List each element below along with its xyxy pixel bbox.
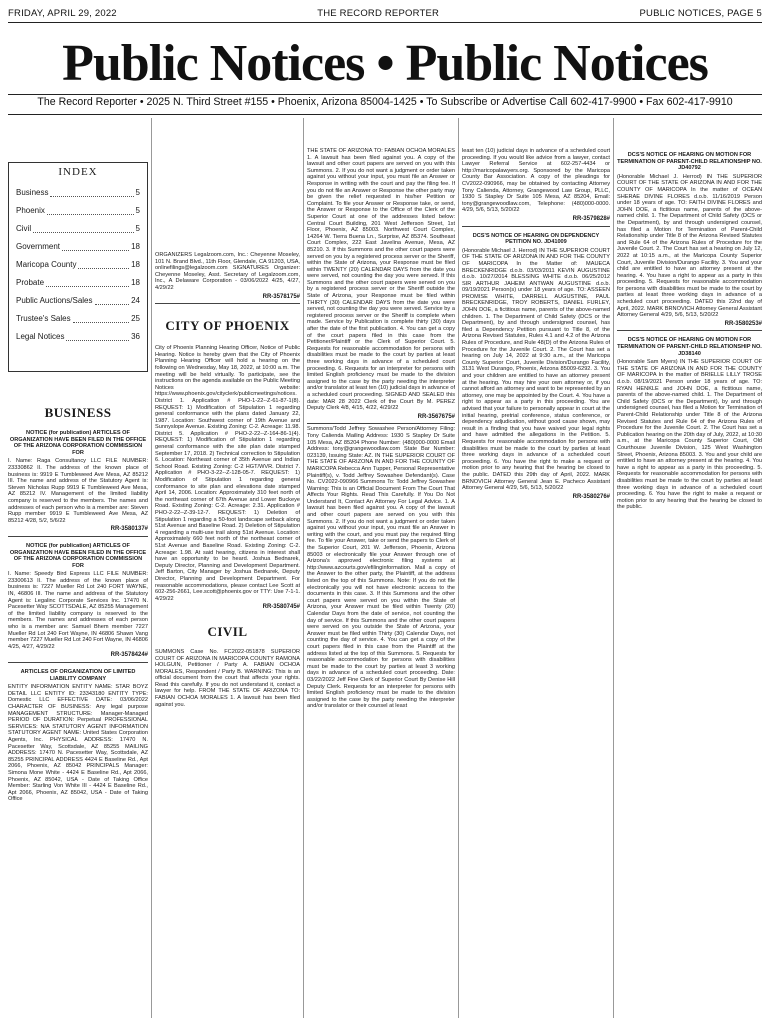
notice-tag: RR-3578175# — [262, 293, 300, 300]
index-leader-dots — [50, 184, 133, 197]
section-business: BUSINESS — [44, 405, 112, 420]
index-label: Government — [16, 241, 61, 251]
notice-title: DCS'S NOTICE OF HEARING ON DEPENDENCY PETITION NO. JD41009 — [472, 232, 600, 246]
column-divider — [303, 118, 304, 1018]
index-label: Business — [16, 187, 49, 197]
notice-body: Summons/Todd Jeffrey Sowashee Person/Attorney Filing: Tony Calienda Mailing Address: 1930 S Stapley Dr Suite 105 Mesa, AZ 85204 Phone Number: (480)000-0000 Email Address: tony@grangewoodlaw.com State Bar Number: 023139, Issuing State: AZ. IN THE SUPERIOR COURT OF THE STATE OF ARIZONA IN AND FOR THE COUNTY OF MARICOPA Rebecca Ann Tupper, Personal Representative Plaintiff(s), v. Todd Jeffrey Sowashee Defendant(s). Case No. CV2022-090966 Summons To: Todd Jeffrey Sowashee Warning: This is an Official Document From The Court That Affects Your Rights. Read This Carefully. If You Do Not Understand It, Contact An Attorney For Legal Advice. 1. A lawsuit has been filed against you. A copy of the lawsuit and other court papers are served on you with this Summons. 2. If you do not want a judgment or order taken against you without your input, you must file an Answer in writing with the court, and you must pay the required filing fee. To file your Answer, take or send the papers to Clerk of the Superior Court, 201 W. Jefferson, Phoenix, Arizona 85003 or electronically file your Answer through one of Arizona's approved electronic filing systems at http://www.azcourts.gov/efilinginformation. Mail a copy of the Answer to the other party, the Plaintiff, at the address listed on the top of this Summons. Note: If you do not file electronically you will not have electronic access to the documents in this case. 3. If this Summons and the other court papers were served on you within the State of Arizona, your Answer must be filed within Twenty (20) Calendar Days from the date of service, not counting the day of service. If this Summons and the other court papers were served on you outside the State of Arizona, your Answer must be filed within Thirty (30) Calendar Days, not counting the day of service. 4. You can get a copy of the court papers filed in this case from the Plaintiff at the address listed at the top of this Summons. 5. Requests for reasonable accommodation for persons with disabilities must be made to the court by parties at least 3 working days in advance of a scheduled court proceeding. Date: 03/22/2022 Jeff Fine Clerk of Superior Court By Denise Hill Deputy Clerk. Requests for an interpreter for persons with limited English proficiency must be made to the division assigned to the case by the party needing the interpreter and/or translator or their counsel at least — [307, 426, 455, 710]
index-leader-dots — [95, 292, 130, 305]
column-4 — [462, 118, 610, 1018]
index-label: Probate — [16, 277, 45, 287]
index-label: Phoenix — [16, 205, 45, 215]
notice-tag: RR-3580253# — [724, 320, 762, 327]
index-page-number: 5 — [135, 205, 140, 215]
column-2-spacer — [155, 118, 300, 252]
index-row — [16, 184, 140, 202]
notice-body: I. Name: Raga Consultancy LLC FILE NUMBER: 23330862 II. The address of the known place of business is: 9919 E Tumbleweed Ave Mesa, AZ 85212 III. The name and address of the Statutory Agent is: Steven Nicholas Rupp 9919 E Tumbleweed Ave Mesa, AZ 85212 IV. Management of the limited liability company is reserved to the members. The names and addresses of each person who is a member are: Steven Rupp member 9919 E Tumbleweed Ave Mesa, AZ 85212 4/28, 5/2, 5/6/22 — [8, 458, 148, 524]
index-page-number: 25 — [131, 313, 140, 323]
notice-tag: RR-3579828# — [572, 215, 610, 222]
notice-body: City of Phoenix Planning Hearing Officer, Notice of Public Hearing. Notice is hereby given that the City of Phoenix Planning Hearing Officer will hold a hearing on the following on Wednesday, May 18, 2022, at 10:00 a.m. The meeting will be held virtually. To participate, see the instructions on the agenda available on the Public Meeting Notices website: https://www.phoenix.gov/cityclerk/publicmeetings/notices. District 1. Application # PHO-1-22--Z-61-87-1(8). REQUEST: 1) Modification of Stipulation 1 regarding general conformance with the plans dated January 22, 1987. Location: Southwest corner of 19th Avenue and Sunnyslope Avenue. Existing Zoning: C-2. Acreage: 11.98. District 5. Application # PHO-2-22--Z-164-86-1(4). REQUEST: 1) Modification of Stipulation 1 regarding general conformance with the site plan date stamped September 17, 2018. 2) Technical correction to Stipulation 6. Location: Northeast corner of 35th Avenue and Indian School Road. Existing Zoning: C-2 HGT/WVR. District 7. Application # PHO-3-22--Z-128-05-7. REQUEST: 1) Modification of Stipulation 1 regarding general conformance to site plan and elevations date stamped April 14, 2006. Location: Approximately 310 feet north of the northeast corner of 67th Avenue and Lower Buckeye Road. Existing Zoning: C-2. Acreage: 2.31. Application # PHO-2-22--Z-39-12-7. REQUEST: 1) Deletion of Stipulation 1 regarding a 50-foot landscape setback along 51st Avenue and Baseline Road. 2) Deletion of Stipulation 4 regarding a multi-use trail along 51st Avenue. Location: Approximately 660 feet north of the northeast corner of 51st Avenue and Baseline Road. Existing Zoning: C-2. Acreage: 1.98. At said hearing, citizens in interest shall have an opportunity to be heard. Joshua Bednarek, Deputy Director, Planning and Development Department. Jeff Barton, City Manager by Joshua Bednarek, Deputy Director, Planning and Development Department. For reasonable accommodations, please contact Lee Scott at 602-256-2661, Lee.scott@phoenix.gov or TTY: Use 7-1-1. 4/29/22 — [155, 345, 300, 602]
notice-tag: RR-3578424# — [110, 652, 148, 659]
notice-divider — [8, 662, 148, 663]
column-divider — [458, 118, 459, 1018]
notice-body: (Honorable Michael J. Herrod) IN THE SUPERIOR COURT OF THE STATE OF ARIZONA IN AND FOR THE COUNTY OF MARICOPA In the Matter of: MAUECA BRECKENRIDGE d.o.b. 03/03/2011 KEVIN AUGUSTINE d.o.b. 10/27/2014 BLESSING WHITE d.o.b. 06/25/2012 SIR ARTHUR JAHEIM ANTWAN AUGUSTINE d.o.b. 09/19/2021 Person(s) under 18 years of age. TO: ASSEEN PROMISE WHITE, DARRELL AUGUSTINE, PAUL BRECKENRIDGE, TROY ROBERTS, DANIEL FURLEY, JOHN DOE, a fictitious name, parents of the above-named children. 1. The Department of Child Safety (DCS or the Department), by and through undersigned counsel, has filed a Dependency Petition pursuant to Title 8, of the Arizona Revised Statutes, Rules 4.1 and 4.2 of the Arizona Rules of Procedure, and Rule 48(D) of the Arizona Rules of Procedure for the Juvenile Court. 2. The Court has set a hearing on July 14, 2022 at 9:30 a.m., at the Maricopa County Superior Court, Juvenile Division/Durango Facility, 3131 West Durango, Phoenix, Arizona 85009-6292. 3. You and your children are entitled to have an attorney present at the hearing. You may hire your own attorney or, if you cannot afford an attorney and want to be represented by an attorney, one may be appointed by the Court. 4. You have a right to appear as a party in this proceeding. You are advised that your failure to personally appear in court at the initial hearing, pretrial conference, status conference, or dependency adjudication, without good cause shown, may result in a finding that you have waived your legal rights and have admitted the allegations in the Petition. 5. Requests for reasonable accommodation for persons with disabilities must be made to the court by parties at least three working days in advance of a scheduled court proceeding. 6. You have the right to make a request or motion prior to any hearing that the hearing be closed to the public. DATED this 29th day of April, 2022. MARK BRNOVICH Attorney General Jean E. Pacheco Assistant Attorney General 4/29, 5/6, 5/13, 5/20/22 — [462, 247, 610, 492]
header-rule — [8, 22, 762, 23]
column-2 — [155, 118, 300, 1018]
index-row — [16, 328, 140, 346]
notice-tag: RR-3580276# — [572, 493, 610, 500]
notice-body: I. Name: Speedy Bird Express LLC FILE NUMBER: 23300613 II. The address of the known place of business is: 7227 Mueller Rd Lot 240 FORT WAYNE, IN, 46806 III. The name and address of the Statutory Agent is: Legalinc Corporate Services Inc. 17470 N. Pacesetter Way SCOTTSDALE, AZ 85255 Management of the limited liability company is reserved to the members. The names and addresses of each person who is a member are: Samuel Bhem member 7227 Mueller Rd Lot 240 Fort Wayne, IN 46806 Shawn Vang member 7227 Mueller Rd Lot 240 Fort Wayne, IN 46806 4/25, 4/27, 4/29/22 — [8, 571, 148, 650]
notice-divider — [307, 423, 455, 424]
index-leader-dots — [33, 220, 133, 233]
index-label: Civil — [16, 223, 32, 233]
column-3-spacer — [307, 118, 455, 148]
notice-body: ORGANIZERS Legalzoom.com, Inc.: Cheyenne Moseley, 101 N. Brand Blvd., 11th Floor, Glendale, CA 91203, USA, onlinefilings@legalzoom.com SIGNATURES Organizer: Cheyenne Moseley, Asst. Secretary of Legalzoom.com, Inc., A Delaware Corporation - 03/06/2022 4/25, 4/27, 4/29/22 — [155, 252, 300, 291]
column-5 — [617, 118, 762, 1018]
column-divider — [613, 118, 614, 1018]
column-5-spacer — [617, 118, 762, 146]
notice-body: SUMMONS Case No. FC2022-051878 SUPERIOR COURT OF ARIZONA IN MARICOPA COUNTY RAMONA HOLGUIN, Petitioner / Party A. FABIAN OCHOA MORALES, Respondent / Party B. WARNING: This is an official document from the court that affects your rights. Read this carefully. If you do not understand it, contact a lawyer for help. FROM THE STATE OF ARIZONA TO: FABIAN OCHOA MORALES 1. A lawsuit has been filed against you. — [155, 648, 300, 708]
notice-tag: RR-3580137# — [110, 526, 148, 533]
index-label: Trustee's Sales — [16, 313, 71, 323]
notice-title: ARTICLES OF ORGANIZATION OF LIMITED LIABILITY COMPANY — [20, 669, 136, 682]
notice-title: DCS'S NOTICE OF HEARING ON MOTION FOR TERMINATION OF PARENT-CHILD RELATIONSHIP NO. JD38140 — [617, 337, 762, 357]
index-leader-dots — [66, 328, 129, 341]
notice-body: (Honorable Michael J. Herrod) IN THE SUPERIOR COURT OF THE STATE OF ARIZONA IN AND FOR THE COUNTY OF MARICOPA In the matter of OCEAN SHERAE DIVINE FLORES d.o.b. 11/16/2019 Person under 18 years of age. TO: FAITH DIVINE FLORES and JOHN DOE, a fictitious name, parents of the above-named child. 1. The Department of Child Safety (DCS or the Department), by and through undersigned counsel, has filed a Motion for Termination of Parent-Child Relationship under Title 8 of the Arizona Revised Statutes and Rule 64 of the Arizona Rules of Procedure for the Juvenile Court. 2. The Court has set a hearing on July 12, 2022 at 10:15 a.m., at the Maricopa County Superior Court, Juvenile Division/Durango Facility. 3. You and your child are entitled to have an attorney present at the hearing. 4. You have a right to appear as a party in this proceeding. 5. Requests for reasonable accommodation for persons with disabilities must be made to the court by parties at least three working days in advance of a scheduled court proceeding. DATED this 22nd day of April, 2022. MARK BRNOVICH Attorney General Assistant Attorney General 4/29, 5/6, 5/13, 5/20/22 — [617, 173, 762, 319]
index-box — [8, 162, 148, 372]
notice-tag: RR-3580745# — [262, 604, 300, 611]
index-page-number: 18 — [131, 259, 140, 269]
contact-bar: The Record Reporter • 2025 N. Third Street #155 • Phoenix, Arizona 85004-1425 • To Subscribe or Advertise Call 602-417-9900 • Fax 602-417-9910 — [37, 96, 733, 108]
notice-tag: RR-3567675# — [417, 413, 455, 420]
index-page-number: 36 — [131, 331, 140, 341]
index-leader-dots — [47, 202, 134, 215]
notice-body: ENTITY INFORMATION ENTITY NAME: STAR BOYZ DETAIL LLC ENTITY ID: 23343180 ENTITY TYPE: Domestic LLC EFFECTIVE DATE: 03/06/2022 CHARACTER OF BUSINESS: Any legal purpose MANAGEMENT STRUCTURE: Manager-Managed PERIOD OF DURATION: Perpetual PROFESSIONAL SERVICES: N/A STATUTORY AGENT INFORMATION STATUTORY AGENT NAME: United States Corporation Agents, Inc. PHYSICAL ADDRESS: 17470 N. Pacesetter Way, Scottsdale, AZ 85255 MAILING ADDRESS: 17470 N. Pacesetter Way, Scottsdale, AZ 85255 PRINCIPAL ADDRESS 4424 E Baseline Rd., Apt 2066, Phoenix, AZ 85042 PRINCIPALS Manager: Simona Mone White - 4424 E Baseline Rd., Apt 2066, Phoenix, AZ 85042, USA - Date of Taking Office Member: Starling Von White III - 4424 E Baseline Rd., Apt 2066, Phoenix, AZ 85042, USA - Date of Taking Office — [8, 684, 148, 803]
notice-body: least ten (10) judicial days in advance of a scheduled court proceeding. If you would like advice from a lawyer, contact Lawyer Referral Service at 602-257-4434 or http://maricopalawyers.org. Sponsored by the Maricopa County Bar Association. A copy of the pleadings for CV2022-090966, may be obtained by contacting Attorney Tony Calienda, Attorney, Grangewood Law Group, PLLC, 1930 S Stapley Dr Suite 105 Mesa, AZ 85204, Email: tony@grangewoodlaw.com, Telephone: (480)000-0000. 4/29, 5/6, 5/13, 5/20/22 — [462, 148, 610, 214]
notice-divider — [8, 536, 148, 537]
index-page-number: 18 — [131, 241, 140, 251]
index-leader-dots — [62, 238, 129, 251]
contact-rule — [8, 114, 762, 115]
index-leader-dots — [78, 256, 129, 269]
notice-title: DCS'S NOTICE OF HEARING ON MOTION FOR TERMINATION OF PARENT-CHILD RELATIONSHIP NO. JD40792 — [617, 152, 762, 172]
notice-body: THE STATE OF ARIZONA TO: FABIAN OCHOA MORALES 1. A lawsuit has been filed against you. A copy of the lawsuit and other court papers are served on you with this Summons. 2. If you do not want a judgment or order taken against you without your input, you must file an Answer or Response in writing with the court and pay the filing fee. If you do not file an Answer or Response the other party may be given the relief requested in his/her Petition or Complaint. To file your Answer or Response take, or send, the Answer or Response to the Office of the Clerk of the Superior Court at one of the addresses listed below: Central Court Building, 201 West Jefferson Street, 1st Floor, Phoenix, AZ 85003. Northwest Court Complex, 14264 W. Tierra Buena Ln., Surprise, AZ 85374. Southeast Court Complex, 222 East Javelina Avenue, Mesa, AZ 85210. 3. If this Summons and the other court papers were served on you by a registered process server or the Sheriff, within the State of Arizona, your Response must be filed within TWENTY (20) CALENDAR DAYS from the date you were served, not counting the day you were served. If this Summons and the other court papers were served on you by a registered process server or the Sheriff outside the State of Arizona, your Response must be filed within THIRTY (30) CALENDAR DAYS from the date you were served, not counting the day you were served. Service by a registered process server or the Sheriff is complete when made. Service by Publication is complete thirty (30) days after the date of the first publication. 4. You can get a copy of the court papers filed in this case from the Petitioner/Plaintiff or the Clerk of Superior Court. 5. Requests for reasonable accommodation for persons with disabilities must be made to the court by parties at least three working days in advance of a scheduled court proceeding. 6. Requests for an interpreter for persons with limited English proficiency must be made to the division assigned to the case by the party needing the interpreter and/or translator at least ten (10) judicial days in advance of a scheduled court proceeding. SIGNED AND SEALED this date: MAR 28 2022 Clerk of the Court By M. PEREZ Deputy Clerk 4/8, 4/15, 4/22, 4/29/22 — [307, 148, 455, 412]
issue-date: FRIDAY, APRIL 29, 2022 — [8, 7, 117, 19]
masthead-rule — [8, 94, 762, 95]
section-civil: CIVIL — [207, 623, 248, 639]
index-leader-dots — [46, 274, 129, 287]
index-row — [16, 220, 140, 238]
index-label: Maricopa County — [16, 259, 77, 269]
index-row — [16, 310, 140, 328]
page-label: PUBLIC NOTICES, PAGE 5 — [639, 7, 762, 19]
masthead-title: Public Notices • Public Notices — [62, 35, 708, 92]
notice-divider — [617, 330, 762, 331]
notice-divider — [155, 303, 300, 304]
index-page-number: 18 — [131, 277, 140, 287]
notice-divider — [462, 226, 610, 227]
index-title: INDEX — [58, 166, 98, 178]
index-page-number: 5 — [135, 187, 140, 197]
notice-body: (Honorable Sam Myers) IN THE SUPERIOR COURT OF THE STATE OF ARIZONA IN AND FOR THE COUNTY OF MARICOPA In the matter of BRIELLE LILLY TROSE d.o.b. 08/19/2021 Person under 18 years of age. TO: RYAN HENKLE and JOHN DOE, a fictitious name, parents of the above-named child. 1. The Department of Child Safety (DCS or the Department), by and through undersigned counsel, has filed a Motion for Termination of Parent-Child Relationship under Title 8 of the Arizona Revised Statutes and Rule 64 of the Arizona Rules of Procedure for the Juvenile Court. 2. The Court has set a Publication hearing on the 20th day of July, 2022, at 10:30 a.m., at the Maricopa County Superior Court, Old Courthouse Juvenile Division, 125 West Washington Street, Phoenix, Arizona 85003. 3. You and your child are entitled to have an attorney present at the hearing. 4. You have a right to appear as a party in this proceeding. 5. Requests for reasonable accommodation for persons with disabilities must be made to the court by parties at least three working days in advance of a scheduled court proceeding. 6. You have the right to make a request or motion prior to any hearing that the hearing be closed to the public. — [617, 359, 762, 511]
index-row — [16, 292, 140, 310]
notice-title: NOTICE (for publication) ARTICLES OF ORGANIZATION HAVE BEEN FILED IN THE OFFICE OF THE ARIZONA CORPORATION COMMISSION FOR — [9, 542, 147, 569]
notice-title: NOTICE (for publication) ARTICLES OF ORGANIZATION HAVE BEEN FILED IN THE OFFICE OF THE ARIZONA CORPORATION COMMISSION FOR — [9, 430, 147, 456]
index-list — [16, 184, 140, 346]
index-label: Public Auctions/Sales — [16, 295, 93, 305]
index-page-number: 5 — [135, 223, 140, 233]
paper-name: THE RECORD REPORTER — [317, 7, 440, 19]
index-row — [16, 202, 140, 220]
column-3 — [307, 118, 455, 1018]
index-label: Legal Notices — [16, 331, 65, 341]
column-divider — [151, 118, 152, 1018]
column-1 — [8, 118, 148, 1018]
page-header — [8, 6, 762, 20]
index-leader-dots — [73, 310, 130, 323]
index-row — [16, 274, 140, 292]
index-row — [16, 238, 140, 256]
column-4-spacer — [462, 118, 610, 148]
index-page-number: 24 — [131, 295, 140, 305]
index-row — [16, 256, 140, 274]
section-phoenix: CITY OF PHOENIX — [165, 318, 290, 334]
